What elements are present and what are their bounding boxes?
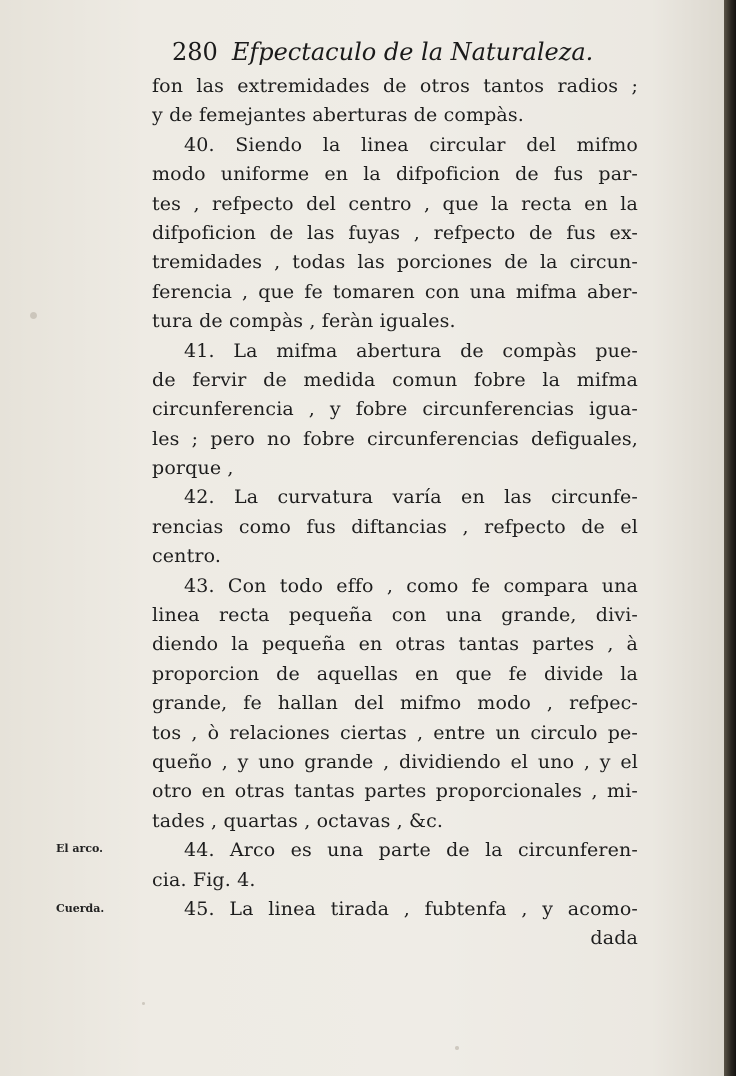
text-line: otro en otras tantas partes proporcionales , mi- [152,780,638,803]
text-line: tes , refpecto del centro , que la recta en la [152,192,638,215]
text-line: diendo la pequeña en otras tantas partes , à [152,633,638,656]
paragraph-42-start: 42. La curvatura varía en las circunfe- [184,486,638,509]
paragraph-40-start: 40. Siendo la linea circular del mifmo [184,133,638,156]
paragraph-41-start: 41. La mifma abertura de compàs pue- [184,339,638,362]
text-line: y de femejantes aberturas de compàs. [152,104,524,127]
paper-speck [455,1046,459,1050]
text-line: ferencia , que fe tomaren con una mifma aber- [152,280,638,303]
text-line: tura de compàs , feràn iguales. [152,310,456,333]
paragraph-44-start: 44. Arco es una parte de la circunferen- [184,839,638,862]
text-line: porque , [152,457,234,480]
text-line: circunferencia , y fobre circunferencias igua- [152,398,638,421]
paper-speck [142,1002,145,1005]
running-title: Efpectaculo de la Naturaleza. [231,38,594,66]
catchword: dada [590,927,638,950]
text-line: tremidades , todas las porciones de la circun- [152,251,638,274]
text-line: difpoficion de las fuyas , refpecto de fus ex- [152,221,638,244]
text-line: proporcion de aquellas en que fe divide la [152,662,638,685]
book-edge-shadow [724,0,736,1076]
paragraph-43-start: 43. Con todo effo , como fe compara una [184,574,638,597]
text-line: rencias como fus diftancias , refpecto de el [152,515,638,538]
page-number: 280 [172,38,218,66]
margin-note-arco: El arco. [56,842,103,855]
paragraph-45-start: 45. La linea tirada , fubtenfa , y acomo- [184,897,638,920]
text-line: centro. [152,545,222,568]
text-line: de fervir de medida comun fobre la mifma [152,368,638,391]
margin-note-cuerda: Cuerda. [56,902,105,915]
text-line: linea recta pequeña con una grande, divi- [152,604,638,627]
body-text [152,72,638,954]
text-line: cia. Fig. 4. [152,868,256,891]
text-line: fon las extremidades de otros tantos radios ; [152,75,638,97]
text-line: queño , y uno grande , dividiendo el uno , y el [152,750,638,773]
text-line: les ; pero no fobre circunferencias defiguales, [152,427,638,450]
paper-speck [30,312,37,319]
text-line: modo uniforme en la difpoficion de fus par- [152,163,638,186]
text-line: grande, fe hallan del mifmo modo , refpec- [152,692,638,715]
text-line: tos , ò relaciones ciertas , entre un circulo pe- [152,721,638,744]
text-line: tades , quartas , octavas , &c. [152,809,444,832]
running-header [172,38,592,66]
